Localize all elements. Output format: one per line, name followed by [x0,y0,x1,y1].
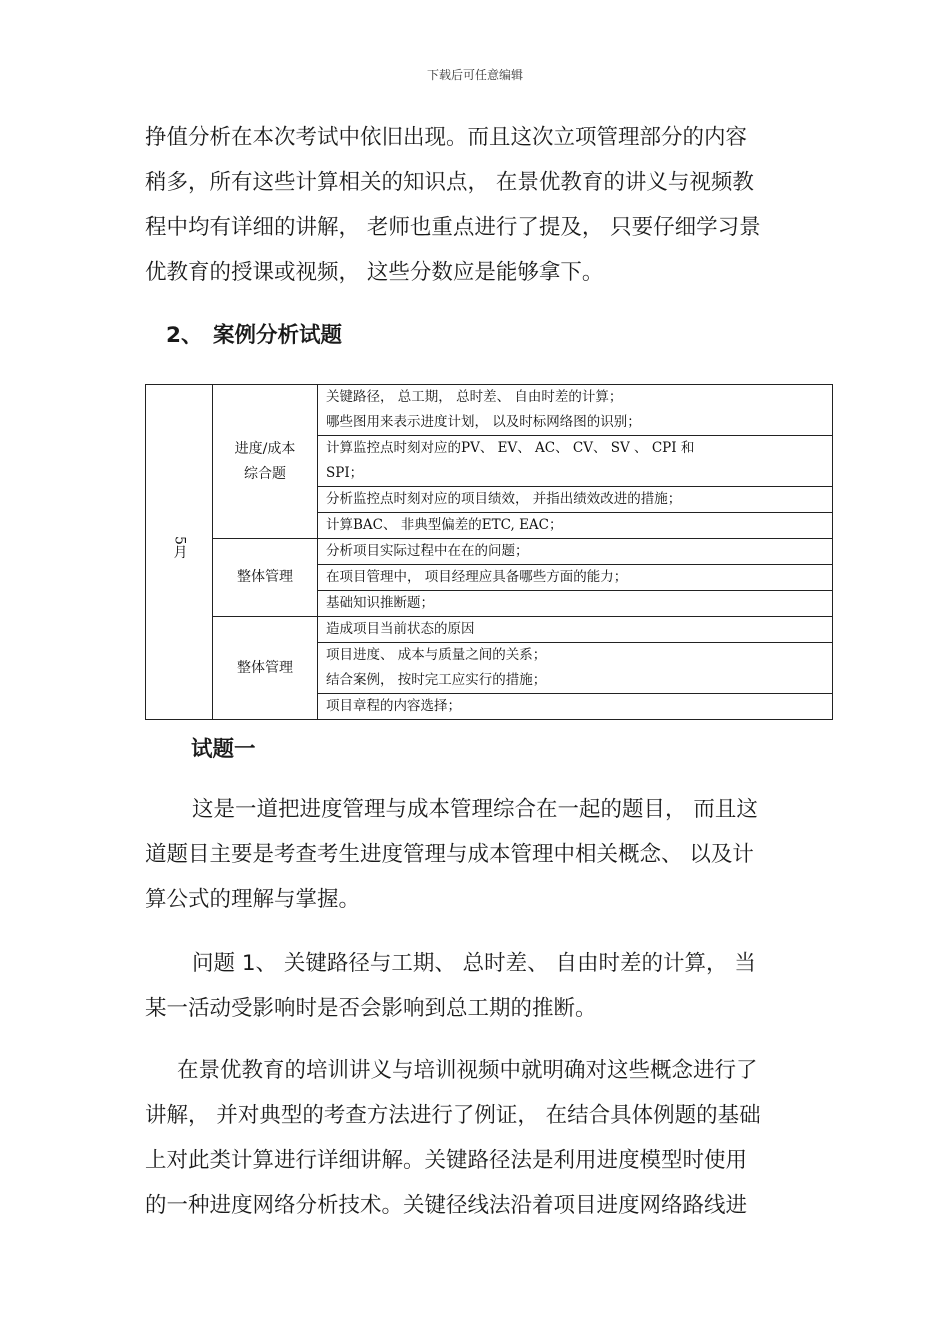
text-line: 稍多，所有这些计算相关的知识点， 在景优教育的讲义与视频教 [145,170,754,195]
question-heading: 试题一 [191,737,256,762]
topic-cell: 整体管理 [213,617,318,720]
text-line: 在景优教育的培训讲义与培训视频中就明确对这些概念进行了 [177,1058,758,1083]
section-title: 案例分析试题 [213,323,343,348]
item-cell: 造成项目当前状态的原因 [318,617,833,643]
header-note: 下载后可任意编辑 [426,68,523,82]
item-cell: 项目进度、 成本与质量之间的关系； 结合案例， 按时完工应实行的措施； [318,643,833,694]
section-number: 2、 [166,323,203,348]
text-line: 某一活动受影响时是否会影响到总工期的推断。 [145,996,597,1021]
item-cell: 在项目管理中， 项目经理应具备哪些方面的能力； [318,565,833,591]
text-line: 这是一道把进度管理与成本管理综合在一起的题目， 而且这 [192,797,758,822]
text-line: 程中均有详细的讲解， 老师也重点进行了提及， 只要仔细学习景 [145,215,761,240]
paragraph-question-1 [145,941,810,1031]
item-cell: 分析监控点时刻对应的项目绩效， 并指出绩效改进的措施； [318,487,833,513]
paragraph-explanation [145,1048,810,1228]
item-cell: 基础知识推断题； [318,591,833,617]
topic-cell: 整体管理 [213,539,318,617]
item-cell: 项目章程的内容选择； [318,694,833,720]
text-line: 上对此类计算进行详细讲解。关键路径法是利用进度模型时使用 [145,1148,748,1173]
topic-cell: 进度/成本 综合题 [213,385,318,539]
text-line: 优教育的授课或视频， 这些分数应是能够拿下。 [145,260,604,285]
text-line: 挣值分析在本次考试中依旧出现。而且这次立项管理部分的内容 [145,125,748,150]
item-cell: 计算BAC、 非典型偏差的ETC, EAC； [318,513,833,539]
text-line: 问题 1、 关键路径与工期、 总时差、 自由时差的计算， 当 [192,951,756,976]
paragraph-question-intro [145,787,810,922]
item-cell: 关键路径， 总工期， 总时差、 自由时差的计算； 哪些图用来表示进度计划， 以及时标网络图的识别； [318,385,833,436]
text-line: 算公式的理解与掌握。 [145,887,361,912]
section-heading [166,318,342,349]
exam-topics-table [145,384,833,720]
text-line: 讲解， 并对典型的考查方法进行了例证， 在结合具体例题的基础 [145,1103,761,1128]
intro-paragraph [145,115,810,295]
text-line: 的一种进度网络分析技术。关键径线法沿着项目进度网络路线进 [145,1193,748,1218]
text-line: 道题目主要是考查考生进度管理与成本管理中相关概念、 以及计 [145,842,754,867]
item-cell: 计算监控点时刻对应的PV、 EV、 AC、 CV、 SV 、 CPI 和 SPI； [318,436,833,487]
item-cell: 分析项目实际过程中在在的问题； [318,539,833,565]
month-cell: 5月 [146,385,213,720]
